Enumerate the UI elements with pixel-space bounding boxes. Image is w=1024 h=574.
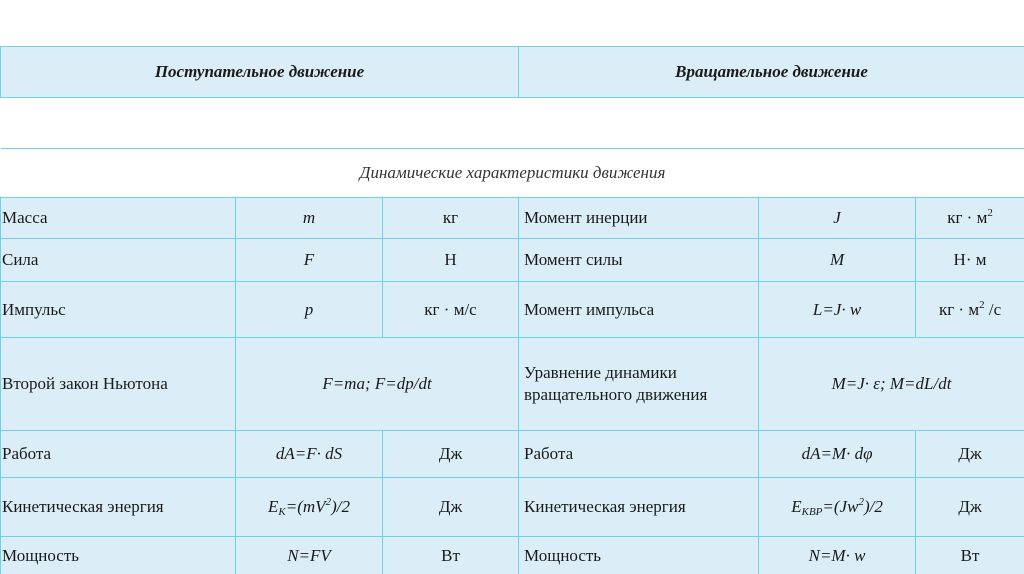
- table-row: [1, 282, 1024, 338]
- table-row: [1, 338, 1024, 431]
- translational-symbol: dA=F· dS: [236, 431, 383, 478]
- spacer-row: [1, 98, 1024, 149]
- translational-quantity: Сила: [1, 239, 236, 282]
- translational-quantity: Кинетическая энергия: [1, 478, 236, 537]
- header-rotational: Вращательное движение: [519, 47, 1024, 98]
- translational-formula: F=ma; F=dp/dt: [236, 338, 519, 431]
- translational-symbol: F: [236, 239, 383, 282]
- translational-unit: Н: [383, 239, 519, 282]
- section-title: Динамические характеристики движения: [1, 149, 1024, 198]
- rotational-quantity: Мощность: [519, 537, 759, 574]
- translational-symbol: m: [236, 198, 383, 239]
- translational-unit: Вт: [383, 537, 519, 574]
- translational-unit: Дж: [383, 478, 519, 537]
- translational-unit: Дж: [383, 431, 519, 478]
- table-row: [1, 198, 1024, 239]
- rotational-unit: кг · $м^2$: [916, 198, 1024, 239]
- translational-quantity: Работа: [1, 431, 236, 478]
- rotational-quantity: Работа: [519, 431, 759, 478]
- rotational-symbol: L=J· w: [759, 282, 916, 338]
- table-row: [1, 239, 1024, 282]
- rotational-unit: Дж: [916, 431, 1024, 478]
- translational-symbol: p: [236, 282, 383, 338]
- translational-quantity: Импульс: [1, 282, 236, 338]
- rotational-formula: M=J· ε; M=dL/dt: [759, 338, 1024, 431]
- rotational-unit: Н· м: [916, 239, 1024, 282]
- rotational-symbol: J: [759, 198, 916, 239]
- translational-symbol: N=FV: [236, 537, 383, 574]
- translational-quantity: Масса: [1, 198, 236, 239]
- rotational-unit: кг · $м^2$ /с: [916, 282, 1024, 338]
- table-row: [1, 478, 1024, 537]
- rotational-quantity: Момент импульса: [519, 282, 759, 338]
- rotational-symbol: N=M· w: [759, 537, 916, 574]
- rotational-symbol: dA=M· dφ: [759, 431, 916, 478]
- translational-symbol: $E_K=(mV^2)/2$: [236, 478, 383, 537]
- table-header-row: [1, 47, 1024, 98]
- rotational-quantity: Момент силы: [519, 239, 759, 282]
- rotational-symbol: M: [759, 239, 916, 282]
- rotational-quantity: Кинетическая энергия: [519, 478, 759, 537]
- rotational-quantity: Момент инерции: [519, 198, 759, 239]
- section-title-row: [1, 149, 1024, 198]
- table-row: [1, 537, 1024, 574]
- header-translational: Поступательное движение: [1, 47, 519, 98]
- rotational-unit: Дж: [916, 478, 1024, 537]
- rotational-symbol: $E_{KBP}=(Jw^2)/2$: [759, 478, 916, 537]
- table-row: [1, 431, 1024, 478]
- rotational-unit: Вт: [916, 537, 1024, 574]
- rotational-quantity: Уравнение динамики вращательного движения: [519, 338, 759, 431]
- translational-unit: кг: [383, 198, 519, 239]
- translational-quantity: Мощность: [1, 537, 236, 574]
- translational-unit: кг · м/с: [383, 282, 519, 338]
- dynamics-comparison-table: [0, 46, 1024, 574]
- translational-quantity: Второй закон Ньютона: [1, 338, 236, 431]
